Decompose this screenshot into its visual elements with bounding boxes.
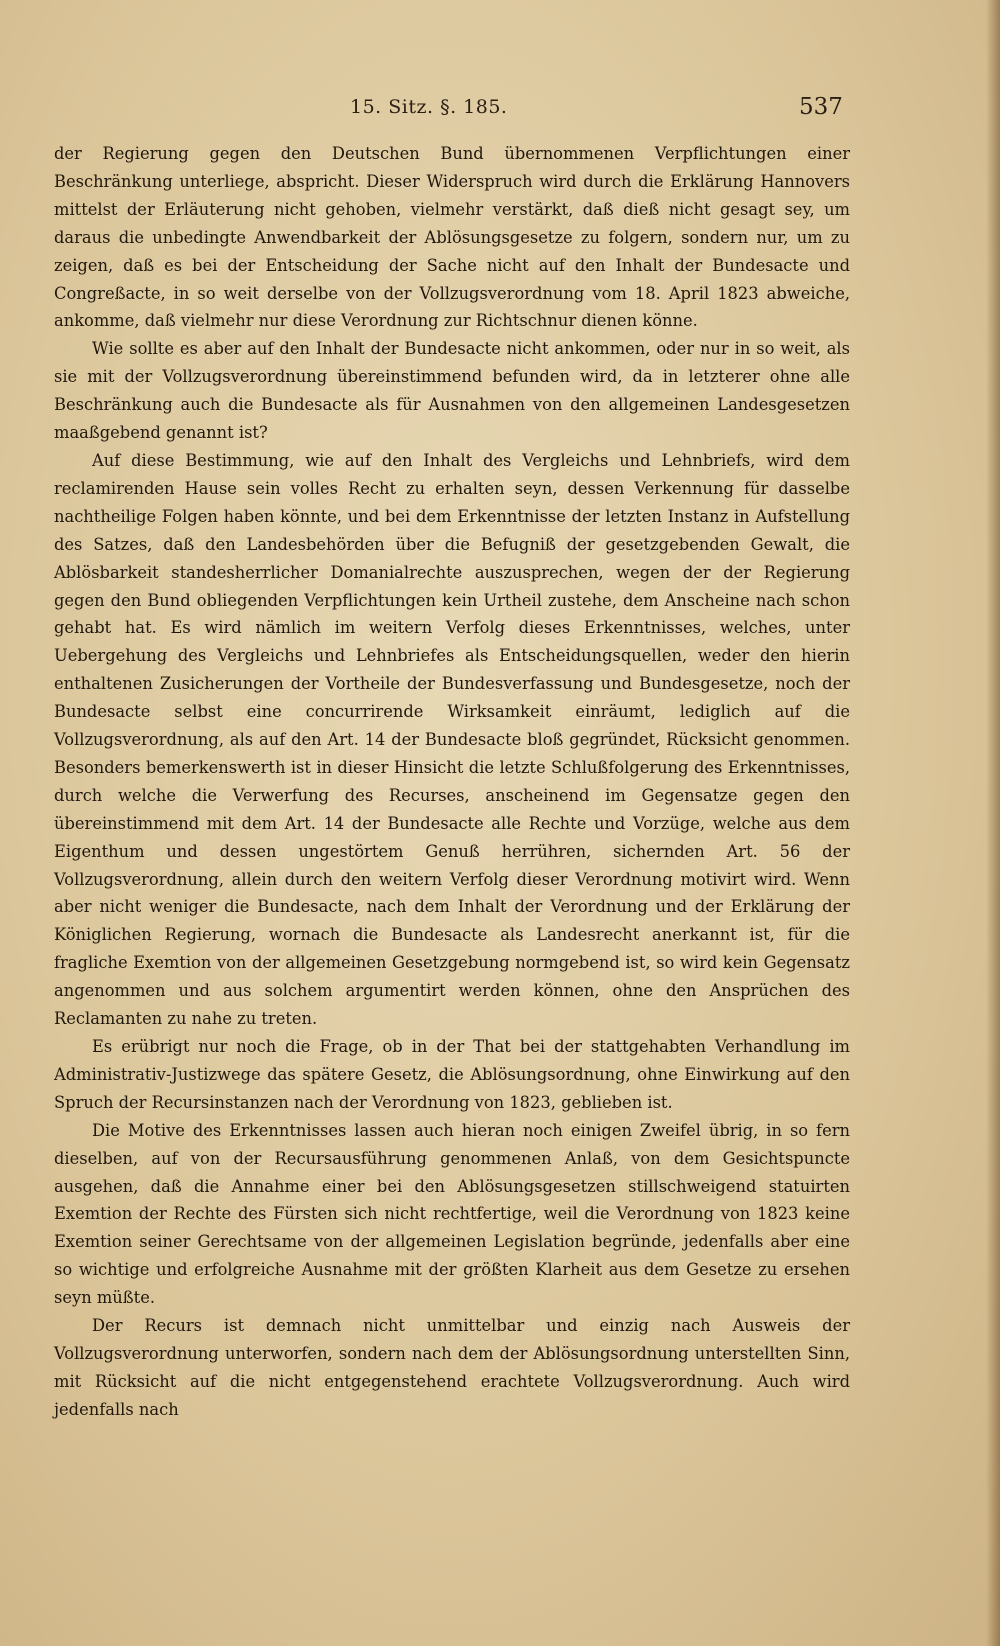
paragraph: Es erübrigt nur noch die Frage, ob in der That bei der stattgehabten Verhandlung im Administrativ-Justizwege das spätere Gesetz, die Ablösungsordnung, ohne Einwirkung auf den Spruch der Recursinstanzen nach der Verordnung von 1823, geblieben ist. [54, 1037, 850, 1112]
paragraph: Wie sollte es aber auf den Inhalt der Bundesacte nicht ankommen, oder nur in so weit, als sie mit der Vollzugsverordnung übereinstimmend befunden wird, da in letzterer ohne alle Beschränkung auch die Bundesacte als für Ausnahmen von den allgemeinen Landesgesetzen maaßgebend genannt ist? [54, 339, 850, 443]
page-edge-shadow [986, 0, 1000, 1646]
page-header [54, 96, 854, 132]
page-number: 537 [799, 94, 843, 120]
paragraph: Auf diese Bestimmung, wie auf den Inhalt des Vergleichs und Lehnbriefs, wird dem reclamirenden Hause sein volles Recht zu erhalten seyn, dessen Verkennung für dasselbe nachtheilige Folgen haben könnte, und bei dem Erkenntnisse der letzten Instanz in Aufstellung des Satzes, daß den Landesbehörden über die Befugniß der gesetzgebenden Gewalt, die Ablösbarkeit standesherrlicher Domanialrechte auszusprechen, wegen der der Regierung gegen den Bund obliegenden Verpflichtungen kein Urtheil zustehe, dem Anscheine nach schon gehabt hat. Es wird nämlich im weitern Verfolg dieses Erkenntnisses, welches, unter Uebergehung des Vergleichs und Lehnbriefes als Entscheidungsquellen, weder den hierin enthaltenen Zusicherungen der Vortheile der Bundesverfassung und Bundesgesetze, noch der Bundesacte selbst eine concurrirende Wirksamkeit einräumt, lediglich auf die Vollzugsverordnung, als auf den Art. 14 der Bundesacte bloß gegründet, Rücksicht genommen. Besonders bemerkenswerth ist in dieser Hinsicht die letzte Schlußfolgerung des Erkenntnisses, durch welche die Verwerfung des Recurses, anscheinend im Gegensatze gegen den übereinstimmend mit dem Art. 14 der Bundesacte alle Rechte und Vorzüge, welche aus dem Eigenthum und dessen ungestörtem Genuß herrühren, sichernden Art. 56 der Vollzugsverordnung, allein durch den weitern Verfolg dieser Verordnung motivirt wird. Wenn aber nicht weniger die Bundesacte, nach dem Inhalt der Verordnung und der Erklärung der Königlichen Regierung, wornach die Bundesacte als Landesrecht anerkannt ist, für die fragliche Exemtion von der allgemeinen Gesetzgebung normgebend ist, so wird kein Gegensatz angenommen und aus solchem argumentirt werden können, ohne den Ansprüchen des Reclamanten zu nahe zu treten. [54, 450, 850, 1029]
paragraph: der Regierung gegen den Deutschen Bund übernommenen Verpflichtungen einer Beschränkung unterliege, abspricht. Dieser Widerspruch wird durch die Erklärung Hannovers mittelst der Erläuterung nicht gehoben, vielmehr verstärkt, daß dieß nicht gesagt sey, um daraus die unbedingte Anwendbarkeit der Ablösungsgesetze zu folgern, sondern nur, um zu zeigen, daß es bei der Entscheidung der Sache nicht auf den Inhalt der Bundesacte und Congreßacte, in so weit derselbe von der Vollzugsverordnung vom 18. April 1823 abweiche, ankomme, daß vielmehr nur diese Verordnung zur Richtschnur dienen könne. [54, 144, 850, 331]
paragraph: Die Motive des Erkenntnisses lassen auch hieran noch einigen Zweifel übrig, in so fern dieselben, auf von der Recursausführung genommenen Anlaß, von dem Gesichtspuncte ausgehen, daß die Annahme einer bei den Ablösungsgesetzen stillschweigend statuirten Exemtion der Rechte des Fürsten sich nicht rechtfertige, weil die Verordnung von 1823 keine Exemtion seiner Gerechtsame von der allgemeinen Legislation begründe, jedenfalls aber eine so wichtige und erfolgreiche Ausnahme mit der größten Klarheit aus dem Gesetze zu ersehen seyn müßte. [54, 1120, 850, 1308]
paragraph: Der Recurs ist demnach nicht unmittelbar und einzig nach Ausweis der Vollzugsverordnung unterworfen, sondern nach dem der Ablösungsordnung unterstellten Sinn, mit Rücksicht auf die nicht entgegenstehend erachtete Vollzugsverordnung. Auch wird jedenfalls nach [54, 1316, 850, 1419]
running-head: 15. Sitz. §. 185. [350, 96, 508, 118]
body-text [54, 140, 850, 1424]
